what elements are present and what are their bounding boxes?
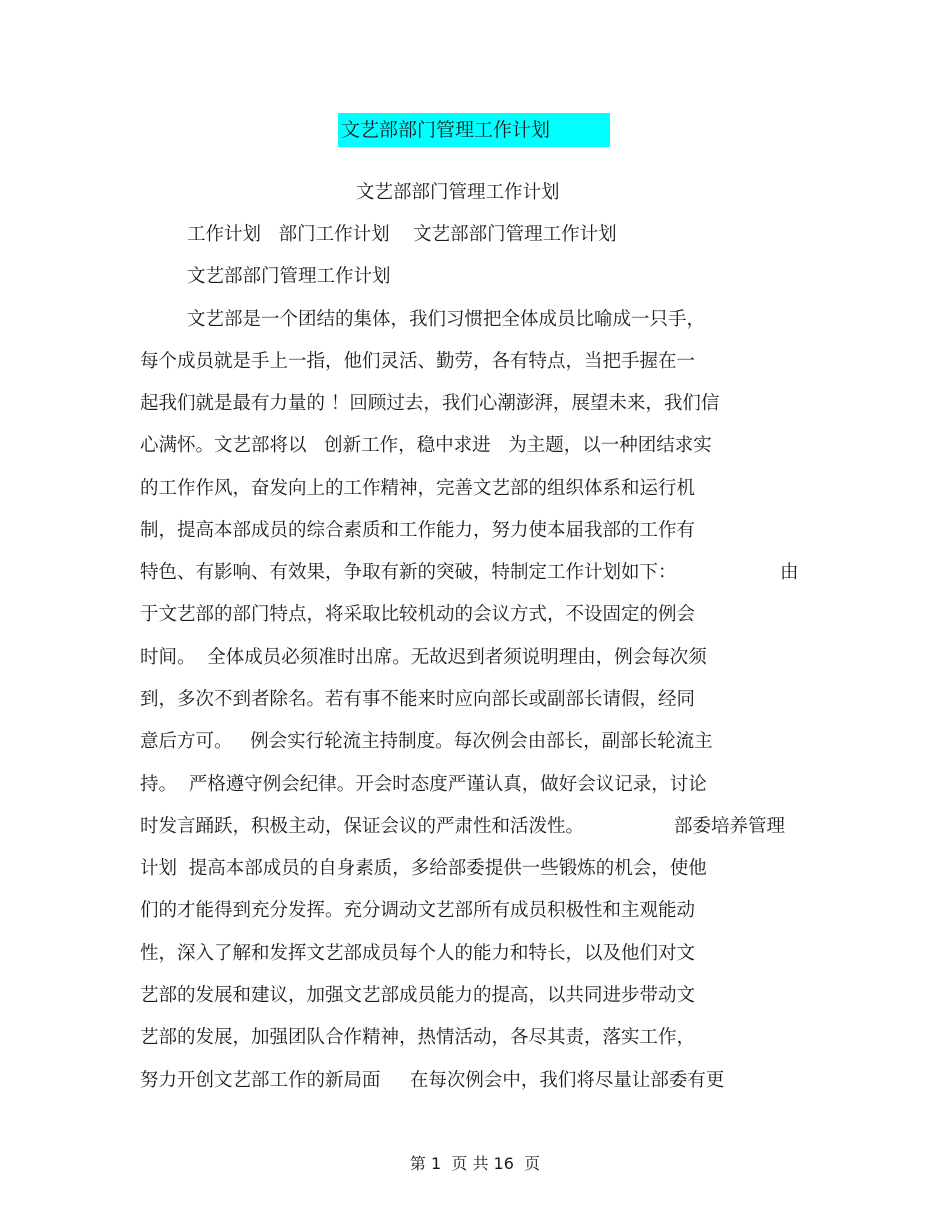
body-line: 努力开创文艺部工作的新局面 在每次例会中，我们将尽量让部委有更: [140, 1070, 725, 1091]
body-line: 时发言踊跃，积极主动，保证会议的严肃性和活泼性。: [140, 816, 585, 837]
body-line: 计划 提高本部成员的自身素质，多给部委提供一些锻炼的机会，使他: [140, 858, 707, 879]
body-line: 艺部的发展和建议，加强文艺部成员能力的提高，以共同进步带动文: [140, 985, 696, 1006]
body-line: 时间。 全体成员必须准时出席。无故迟到者须说明理由，例会每次须: [140, 647, 707, 668]
body-line: 起我们就是最有力量的 ！回顾过去，我们心潮澎湃，展望未来，我们信: [140, 393, 720, 414]
body-line: 到，多次不到者除名。若有事不能来时应向部长或副部长请假，经同: [140, 689, 696, 710]
page-number: 第 1 页 共 16 页: [409, 1154, 541, 1173]
body-line: 文艺部是一个团结的集体，我们习惯把全体成员比喻成一只手，: [187, 309, 706, 330]
body-line: 心满怀。文艺部将以 创新工作，稳中求进 为主题，以一种团结求实: [140, 435, 712, 456]
body-line: 每个成员就是手上一指，他们灵活、勤劳，各有特点，当把手握在一: [140, 351, 696, 372]
body-line: 性，深入了解和发挥文艺部成员每个人的能力和特长，以及他们对文: [140, 943, 696, 964]
body-line-tail: 部委培养管理: [674, 816, 786, 837]
document-subtitle: 文艺部部门管理工作计划: [356, 182, 560, 203]
body-line: 们的才能得到充分发挥。充分调动文艺部所有成员积极性和主观能动: [140, 900, 696, 921]
body-line: 持。 严格遵守例会纪律。开会时态度严谨认真，做好会议记录，讨论: [140, 774, 707, 795]
body-line: 于文艺部的部门特点，将采取比较机动的会议方式，不设固定的例会: [140, 604, 696, 625]
body-line: 制，提高本部成员的综合素质和工作能力，努力使本届我部的工作有: [140, 520, 696, 541]
body-line: 艺部的发展，加强团队合作精神，热情活动，各尽其责，落实工作，: [140, 1027, 696, 1048]
body-line: 特色、有影响、有效果，争取有新的突破，特制定工作计划如下：: [140, 562, 677, 583]
heading-line: 文艺部部门管理工作计划: [187, 266, 391, 287]
document-title: 文艺部部门管理工作计划: [338, 113, 610, 147]
tags-line: 工作计划 部门工作计划 文艺部部门管理工作计划: [187, 224, 617, 245]
body-line: 的工作作风，奋发向上的工作精神，完善文艺部的组织体系和运行机: [140, 478, 696, 499]
body-line: 意后方可。 例会实行轮流主持制度。每次例会由部长，副部长轮流主: [140, 731, 713, 752]
body-line-tail: 由: [780, 562, 799, 583]
